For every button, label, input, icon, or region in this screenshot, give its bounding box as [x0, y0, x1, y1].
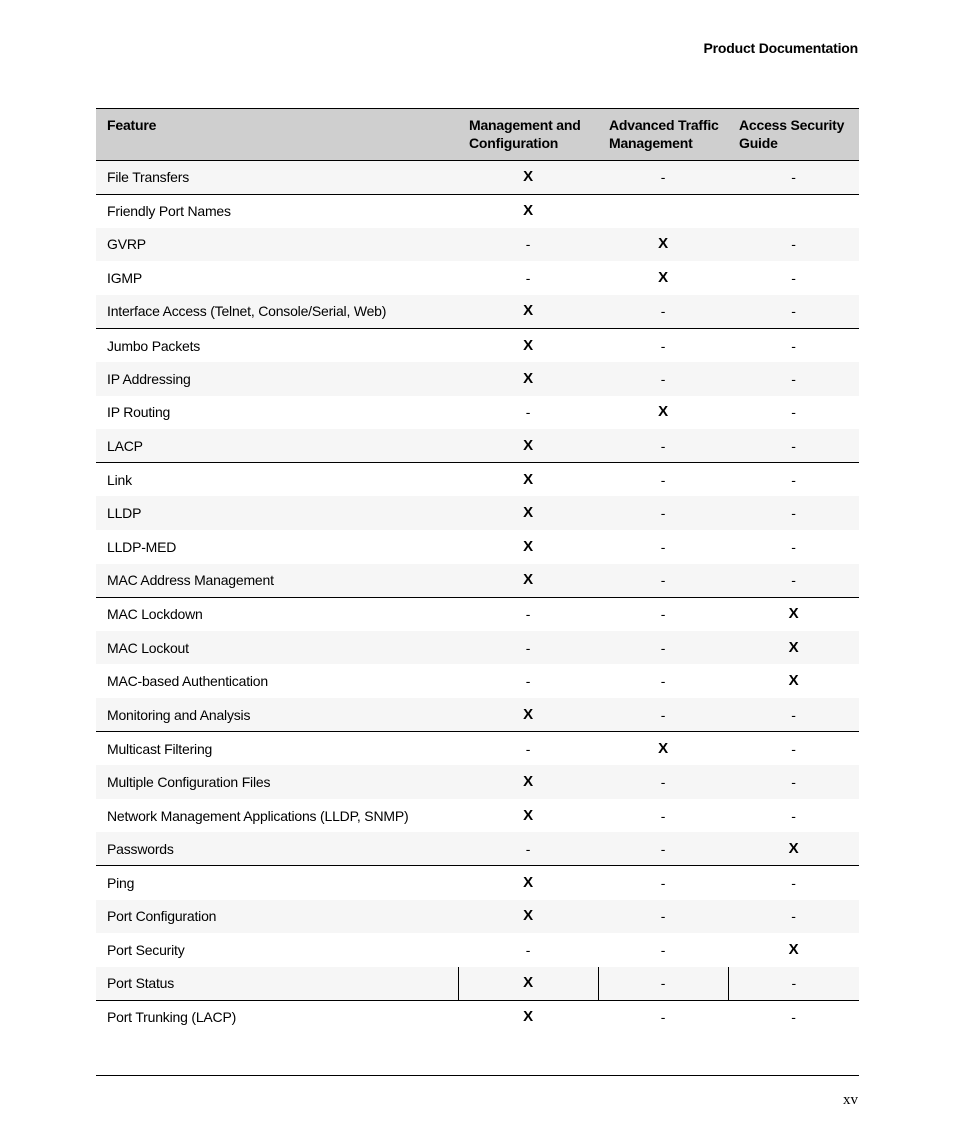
table-row [96, 933, 859, 967]
feature-cell: LACP [107, 437, 143, 454]
column-header-management-and-configuration: Management and Configuration [469, 117, 581, 151]
column-header-advanced-traffic-management: Advanced Traffic Management [609, 117, 719, 151]
availability-cell: - [660, 908, 666, 925]
availability-cell: - [598, 967, 728, 1001]
availability-cell: X [788, 672, 799, 690]
availability-cell: - [791, 538, 796, 555]
availability-cell: X [523, 168, 533, 186]
availability-cell: - [660, 639, 666, 656]
feature-cell: MAC-based Authentication [107, 673, 268, 690]
table-row [96, 732, 859, 766]
availability-cell: X [523, 705, 533, 723]
feature-cell: Interface Access (Telnet, Console/Serial, Web) [107, 303, 387, 320]
table-row [96, 228, 859, 262]
feature-cell: Port Configuration [107, 908, 217, 925]
feature-cell: IGMP [107, 270, 142, 287]
feature-cell: Ping [107, 875, 135, 892]
availability-cell: X [658, 403, 668, 421]
availability-cell: - [660, 370, 666, 387]
table-row [96, 530, 859, 564]
availability-cell: - [525, 673, 531, 690]
feature-cell: Port Security [107, 941, 185, 958]
availability-cell: X [658, 235, 668, 253]
table-row [96, 496, 859, 530]
feature-cell: Link [107, 471, 132, 488]
availability-cell: - [791, 908, 796, 925]
availability-cell: - [660, 538, 666, 555]
availability-cell: X [523, 302, 533, 320]
table-row [96, 564, 859, 598]
feature-cell: LLDP [107, 505, 142, 522]
availability-cell: - [660, 471, 666, 488]
table-row [96, 396, 859, 430]
availability-cell: - [660, 941, 666, 958]
availability-cell: - [660, 1009, 666, 1026]
availability-cell: - [660, 303, 666, 320]
availability-cell: - [525, 941, 531, 958]
table-row [96, 765, 859, 799]
table-row [96, 631, 859, 665]
table-row [96, 161, 859, 195]
availability-cell: - [660, 706, 666, 723]
availability-cell: X [523, 874, 533, 892]
feature-cell: IP Routing [107, 404, 171, 421]
availability-cell: - [791, 875, 796, 892]
availability-cell: - [525, 270, 531, 287]
availability-cell: - [791, 1009, 796, 1026]
availability-cell: - [791, 572, 796, 589]
availability-cell: X [523, 907, 533, 925]
feature-cell: Port Status [107, 975, 175, 992]
availability-cell: - [525, 606, 531, 623]
table-row [96, 698, 859, 732]
availability-cell: - [728, 967, 859, 1001]
availability-cell: - [660, 875, 666, 892]
feature-cell: Multicast Filtering [107, 740, 213, 757]
availability-cell: X [523, 336, 533, 354]
feature-cell: Jumbo Packets [107, 337, 201, 354]
availability-cell: - [791, 404, 796, 421]
availability-cell: X [523, 1008, 533, 1026]
page-number: xv [843, 1092, 858, 1108]
table-row [96, 597, 859, 631]
availability-cell: X [523, 202, 533, 220]
table-row [96, 328, 859, 362]
column-header-feature: Feature [107, 117, 157, 133]
availability-cell: - [791, 236, 796, 253]
availability-cell: X [523, 571, 533, 589]
feature-cell: File Transfers [107, 169, 189, 186]
table-row [96, 429, 859, 463]
feature-cell: Network Management Applications (LLDP, SNMP) [107, 807, 409, 824]
availability-cell: X [523, 772, 533, 790]
feature-cell: IP Addressing [107, 370, 191, 387]
availability-cell: - [525, 840, 531, 857]
availability-cell: X [788, 638, 799, 656]
feature-cell: Friendly Port Names [107, 203, 231, 220]
table-row [96, 362, 859, 396]
availability-cell: - [791, 807, 796, 824]
availability-cell: - [660, 437, 666, 454]
feature-cell: MAC Lockdown [107, 606, 203, 623]
availability-cell: - [791, 370, 796, 387]
availability-cell: - [660, 673, 666, 690]
availability-cell: - [791, 773, 796, 790]
availability-cell: - [660, 169, 666, 186]
feature-cell: Multiple Configuration Files [107, 773, 271, 790]
table-row [96, 1000, 859, 1034]
availability-cell: X [523, 504, 533, 522]
feature-cell: Passwords [107, 840, 174, 857]
availability-cell: - [660, 840, 666, 857]
column-header-access-security-guide: Access Security Guide [739, 117, 845, 151]
table-row [96, 967, 859, 1001]
table-row [96, 832, 859, 866]
availability-cell: X [523, 537, 533, 555]
availability-cell: X [523, 806, 533, 824]
availability-cell: - [525, 404, 531, 421]
availability-cell: - [660, 606, 666, 623]
table-row [96, 799, 859, 833]
availability-cell [598, 194, 728, 228]
availability-cell: - [791, 270, 796, 287]
running-header: Product Documentation [703, 40, 858, 56]
feature-cell: MAC Address Management [107, 572, 274, 589]
availability-cell: - [660, 337, 666, 354]
availability-cell [728, 194, 859, 228]
availability-cell: X [788, 940, 799, 958]
availability-cell: - [791, 303, 796, 320]
availability-cell: - [791, 706, 796, 723]
availability-cell: - [791, 337, 796, 354]
feature-cell: GVRP [107, 236, 146, 253]
table-body [96, 161, 859, 1034]
availability-cell: - [791, 437, 796, 454]
availability-cell: - [660, 572, 666, 589]
availability-cell: - [791, 471, 796, 488]
feature-cell: LLDP-MED [107, 538, 177, 555]
feature-cell: MAC Lockout [107, 639, 189, 656]
availability-cell: - [791, 169, 796, 186]
availability-cell: X [458, 967, 598, 1001]
feature-table [96, 108, 859, 1034]
availability-cell: X [523, 470, 533, 488]
availability-cell: - [660, 807, 666, 824]
availability-cell: X [523, 369, 533, 387]
table-row [96, 463, 859, 497]
availability-cell: - [525, 740, 531, 757]
table-row [96, 194, 859, 228]
availability-cell: X [788, 839, 799, 857]
table-row [96, 866, 859, 900]
feature-cell: Monitoring and Analysis [107, 706, 251, 723]
availability-cell: X [523, 436, 533, 454]
availability-cell: - [660, 773, 666, 790]
table-header [96, 109, 859, 161]
availability-cell: X [658, 739, 668, 757]
availability-cell: X [788, 605, 799, 623]
availability-cell: - [525, 236, 531, 253]
availability-cell: X [658, 269, 668, 287]
table-row [96, 900, 859, 934]
table-row [96, 664, 859, 698]
table-row [96, 261, 859, 295]
availability-cell: - [791, 505, 796, 522]
footer-rule [96, 1075, 859, 1076]
feature-cell: Port Trunking (LACP) [107, 1009, 237, 1026]
table-row [96, 295, 859, 329]
availability-cell: - [791, 740, 796, 757]
availability-cell: - [660, 505, 666, 522]
availability-cell: - [525, 639, 531, 656]
